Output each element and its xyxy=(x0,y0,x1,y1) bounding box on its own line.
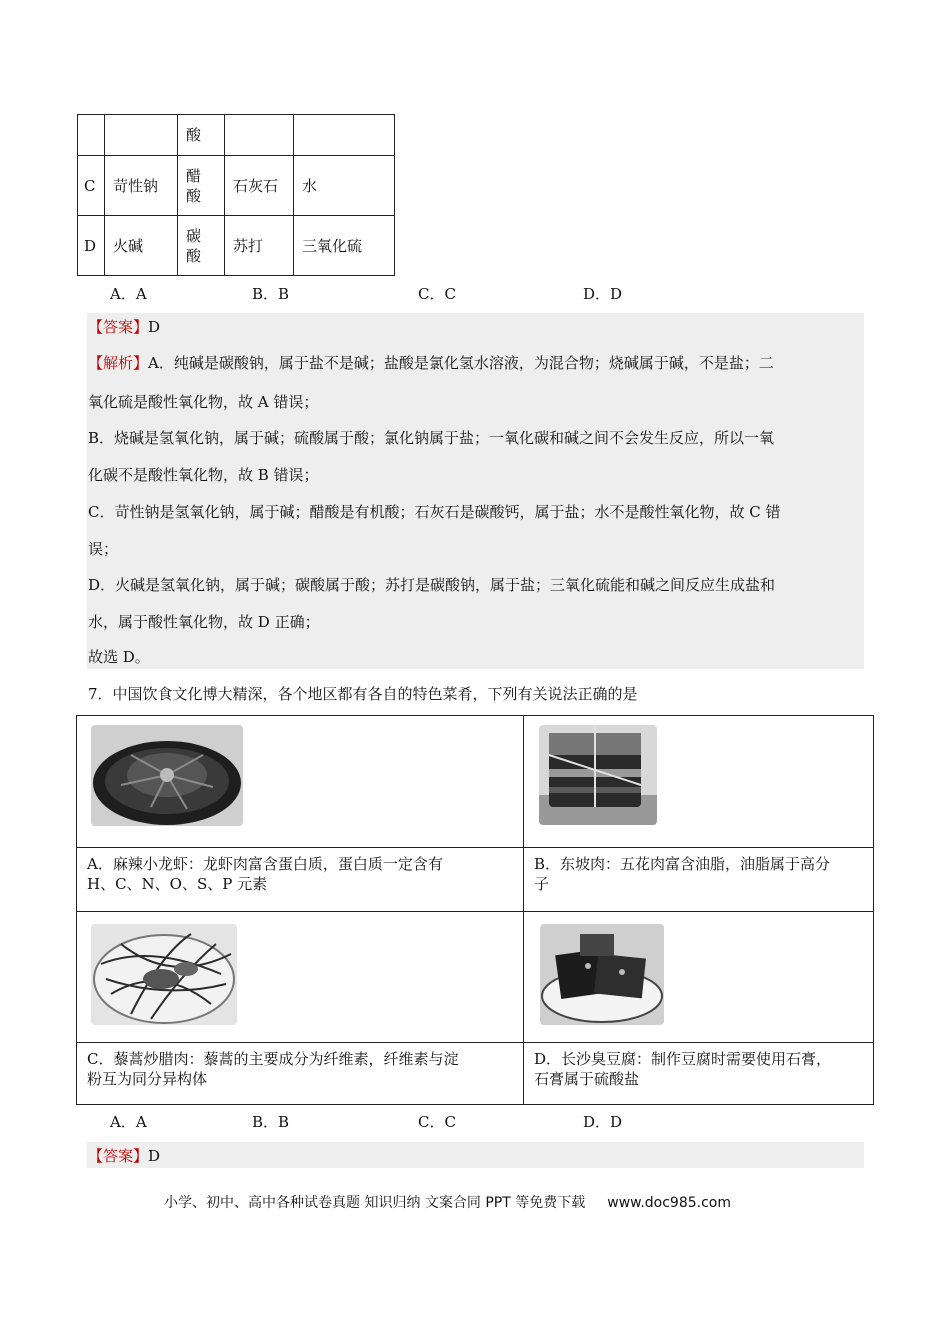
caption-line: H、C、N、O、S、P 元素 xyxy=(87,875,268,893)
footer-link[interactable]: www.doc985.com xyxy=(607,1195,731,1211)
option-d: D．D xyxy=(583,285,623,303)
answer-tag: 【答案】 xyxy=(88,1147,149,1165)
classification-table xyxy=(77,114,395,276)
table-row xyxy=(77,1043,874,1105)
table-row xyxy=(78,156,395,216)
cell-char: 碳 xyxy=(186,226,202,245)
q6-options xyxy=(110,283,670,305)
row-label xyxy=(78,115,105,156)
table-cell xyxy=(294,115,395,156)
option-b: B．B xyxy=(252,1113,290,1131)
analysis-line: 化碳不是酸性氧化物，故 B 错误； xyxy=(88,466,319,484)
cell-char: 酸 xyxy=(186,186,202,205)
q7-options xyxy=(110,1111,670,1133)
answer-box xyxy=(87,1142,864,1168)
cell-char: 酸 xyxy=(186,246,202,265)
caption-cell xyxy=(524,1043,874,1105)
caption-cell xyxy=(524,848,874,912)
table-cell: 石灰石 xyxy=(225,156,294,216)
option-b: B．B xyxy=(252,285,290,303)
analysis-text: A．纯碱是碳酸钠，属于盐不是碱；盐酸是氯化氢水溶液，为混合物；烧碱属于碱，不是盐；二 xyxy=(148,354,774,372)
caption-line: D．长沙臭豆腐：制作豆腐时需要使用石膏， xyxy=(534,1050,832,1068)
table-cell: 苛性钠 xyxy=(105,156,178,216)
analysis-tag: 【解析】 xyxy=(88,354,149,372)
table-cell: 酸 xyxy=(178,115,225,156)
option-d: D．D xyxy=(583,1113,623,1131)
option-a: A．A xyxy=(110,285,147,303)
dongpo-pork-image xyxy=(539,725,657,825)
table-cell xyxy=(105,115,178,156)
table-row xyxy=(78,216,395,276)
table-cell: 火碱 xyxy=(105,216,178,276)
analysis-line: C．苛性钠是氢氧化钠，属于碱；醋酸是有机酸；石灰石是碳酸钙，属于盐；水不是酸性氧化物，故 C 错 xyxy=(88,503,781,521)
table-cell: 水 xyxy=(294,156,395,216)
table-cell: 苏打 xyxy=(225,216,294,276)
answer-tag: 【答案】 xyxy=(88,318,149,336)
answer-value: D xyxy=(148,318,161,336)
caption-line: 子 xyxy=(534,875,550,893)
option-c: C．C xyxy=(418,1113,456,1131)
table-row xyxy=(77,848,874,912)
table-cell: 三氧化硫 xyxy=(294,216,395,276)
table-cell xyxy=(178,216,225,276)
question-7-stem: 7．中国饮食文化博大精深，各个地区都有各自的特色菜肴，下列有关说法正确的是 xyxy=(88,685,638,703)
analysis-line: 误； xyxy=(88,540,119,558)
analysis-line: B．烧碱是氢氧化钠，属于碱；硫酸属于酸；氯化钠属于盐；一氧化碳和碱之间不会发生反应，所以一氧 xyxy=(88,429,775,447)
answer-value: D xyxy=(148,1147,161,1165)
footer-text: 小学、初中、高中各种试卷真题 知识归纳 文案合同 PPT 等免费下载 xyxy=(164,1195,586,1211)
analysis-line: 故选 D。 xyxy=(88,648,150,666)
table-row xyxy=(78,115,395,156)
caption-cell xyxy=(77,848,524,912)
table-cell xyxy=(178,156,225,216)
crayfish-dish-image xyxy=(91,725,243,826)
page-footer xyxy=(164,1192,731,1212)
stinky-tofu-image xyxy=(540,924,664,1025)
option-c: C．C xyxy=(418,285,456,303)
table-cell xyxy=(225,115,294,156)
analysis-line: 水，属于酸性氧化物，故 D 正确； xyxy=(88,613,320,631)
caption-line: C．藜蒿炒腊肉：藜蒿的主要成分为纤维素，纤维素与淀 xyxy=(87,1050,459,1068)
caption-line: 粉互为同分异构体 xyxy=(87,1070,208,1088)
artemisia-bacon-image xyxy=(91,924,237,1025)
option-a: A．A xyxy=(110,1113,147,1131)
caption-line: 石膏属于硫酸盐 xyxy=(534,1070,640,1088)
caption-line: A．麻辣小龙虾：龙虾肉富含蛋白质，蛋白质一定含有 xyxy=(87,855,443,873)
row-label: C xyxy=(78,156,105,216)
row-label: D xyxy=(78,216,105,276)
answer-line xyxy=(88,316,160,338)
caption-line: B．东坡肉：五花肉富含油脂，油脂属于高分 xyxy=(534,855,831,873)
answer-line xyxy=(88,1145,160,1167)
cell-char: 醋 xyxy=(186,166,202,185)
analysis-line: D．火碱是氢氧化钠，属于碱；碳酸属于酸；苏打是碳酸钠，属于盐；三氧化硫能和碱之间反应生成盐和 xyxy=(88,576,776,594)
caption-cell xyxy=(77,1043,524,1105)
analysis-line xyxy=(88,352,774,374)
analysis-line: 氧化硫是酸性氧化物，故 A 错误； xyxy=(88,393,319,411)
